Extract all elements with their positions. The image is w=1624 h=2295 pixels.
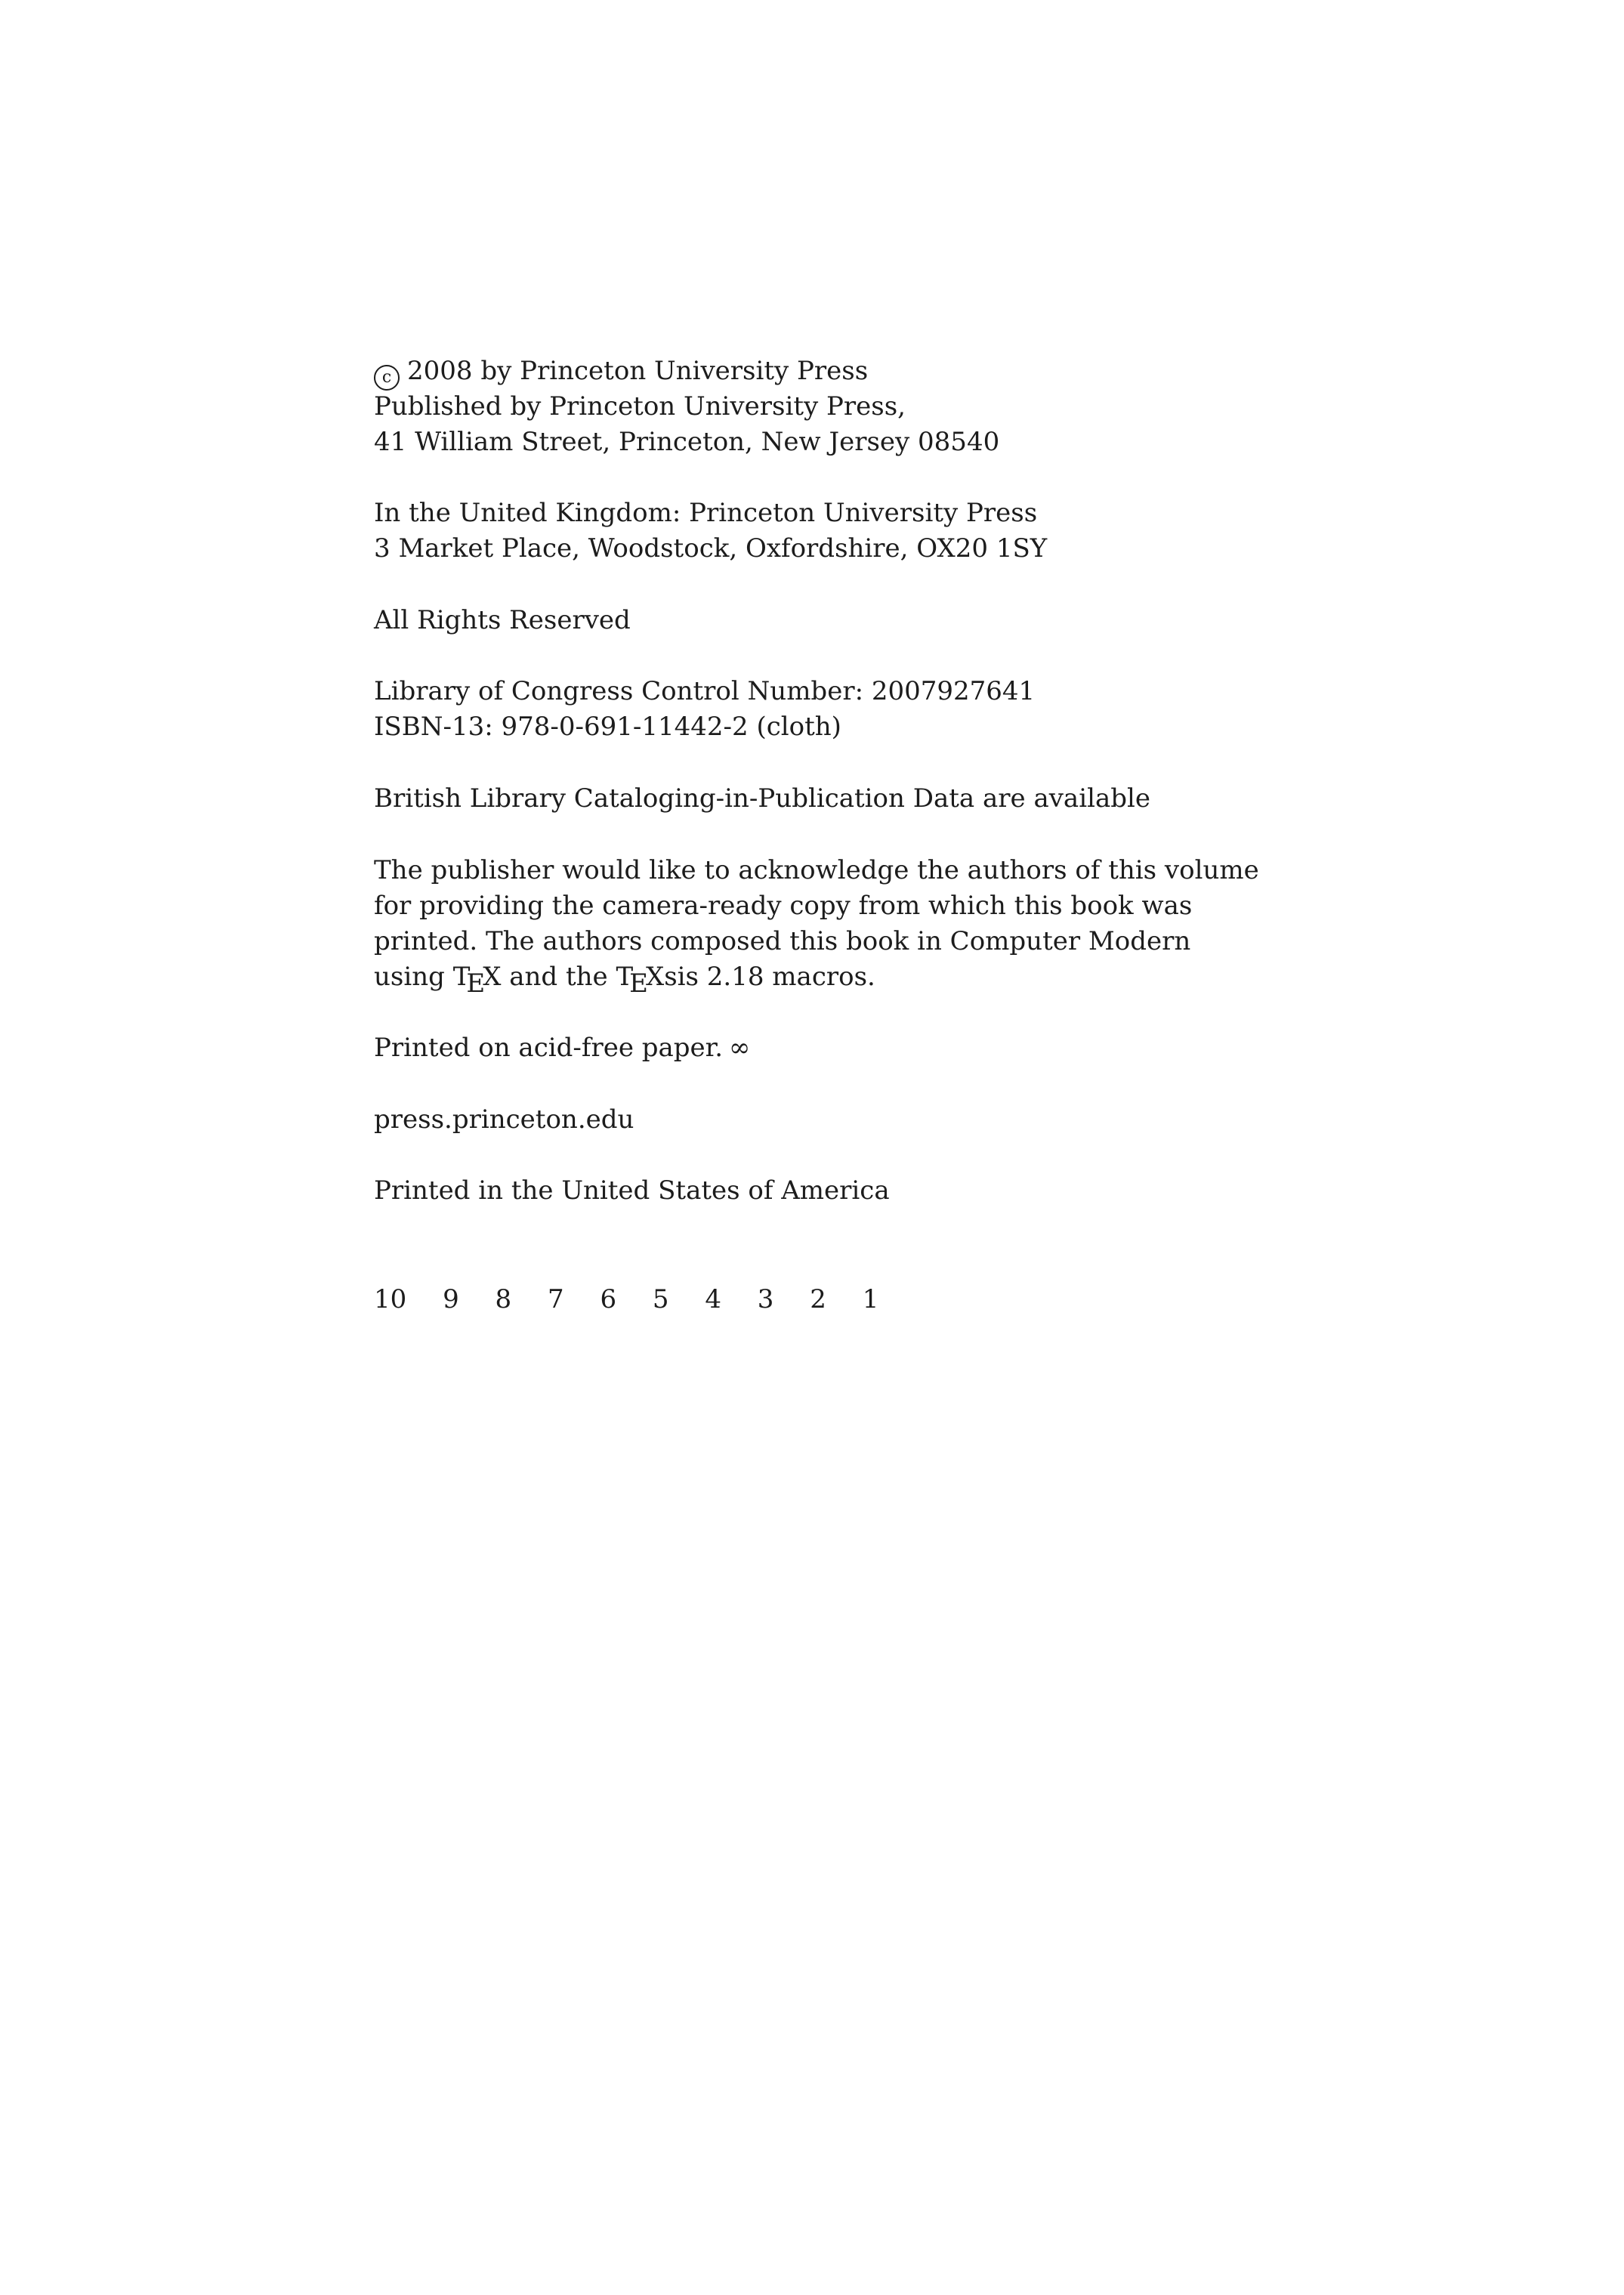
using-word: using: [374, 962, 445, 992]
texsis-logo-x: X: [646, 962, 665, 992]
texsis-logo: [616, 959, 665, 999]
copyright-line: [374, 354, 1507, 389]
uk-publisher-line: In the United Kingdom: Princeton University Press: [374, 498, 1038, 528]
tex-logo-x: X: [483, 962, 502, 992]
infinity-icon: ∞: [729, 1033, 751, 1063]
british-library-line: British Library Cataloging-in-Publication Data are available: [374, 783, 1150, 814]
copyright-block: [374, 354, 1507, 460]
printed-in-block: [374, 1173, 1507, 1209]
printing-number: 4: [705, 1284, 721, 1314]
acknowledgment-block: [374, 853, 1507, 999]
printing-number: 6: [600, 1284, 617, 1314]
printing-number: 8: [495, 1284, 512, 1314]
acknowledgment-line-2: for providing the camera-ready copy from which this book was: [374, 891, 1193, 921]
acid-free-text: Printed on acid-free paper.: [374, 1033, 724, 1063]
texsis-logo-e: E: [629, 968, 648, 999]
publisher-line: Published by Princeton University Press,: [374, 391, 906, 422]
printing-number: 2: [810, 1284, 826, 1314]
and-the-words: and the: [509, 962, 608, 992]
printing-number: 3: [757, 1284, 774, 1314]
copyright-symbol-icon: c: [374, 365, 400, 391]
rights-reserved: All Rights Reserved: [374, 605, 631, 635]
isbn-line: ISBN-13: 978-0-691-11442-2 (cloth): [374, 712, 841, 742]
tex-logo: [452, 959, 502, 999]
publisher-address: 41 William Street, Princeton, New Jersey 08540: [374, 427, 1000, 457]
macros-text: sis 2.18 macros.: [664, 962, 875, 992]
uk-address-block: [374, 496, 1507, 567]
printing-number: 7: [547, 1284, 564, 1314]
publisher-website: press.princeton.edu: [374, 1104, 634, 1135]
copyright-text: 2008 by Princeton University Press: [407, 356, 869, 386]
tex-logo-t: T: [452, 962, 471, 992]
printing-number: 1: [862, 1284, 879, 1314]
paper-block: [374, 1030, 1507, 1066]
british-library-block: [374, 781, 1507, 817]
printing-number: 10: [374, 1284, 407, 1314]
acid-free-line: [374, 1030, 1507, 1066]
lccn-line: Library of Congress Control Number: 2007927641: [374, 676, 1036, 706]
acknowledgment-line-4: [374, 959, 1507, 999]
catalog-block: [374, 674, 1507, 745]
printed-in-line: Printed in the United States of America: [374, 1175, 890, 1206]
printing-line: [374, 1282, 906, 1317]
rights-block: [374, 603, 1507, 638]
texsis-logo-t: T: [616, 962, 634, 992]
acknowledgment-line-1: The publisher would like to acknowledge the authors of this volume: [374, 855, 1259, 885]
tex-logo-e: E: [466, 968, 486, 999]
printing-number: 9: [443, 1284, 459, 1314]
website-block: [374, 1102, 1507, 1138]
acknowledgment-line-3: printed. The authors composed this book in Computer Modern: [374, 926, 1191, 956]
uk-address-line: 3 Market Place, Woodstock, Oxfordshire, OX20 1SY: [374, 533, 1048, 564]
printing-number: 5: [652, 1284, 669, 1314]
